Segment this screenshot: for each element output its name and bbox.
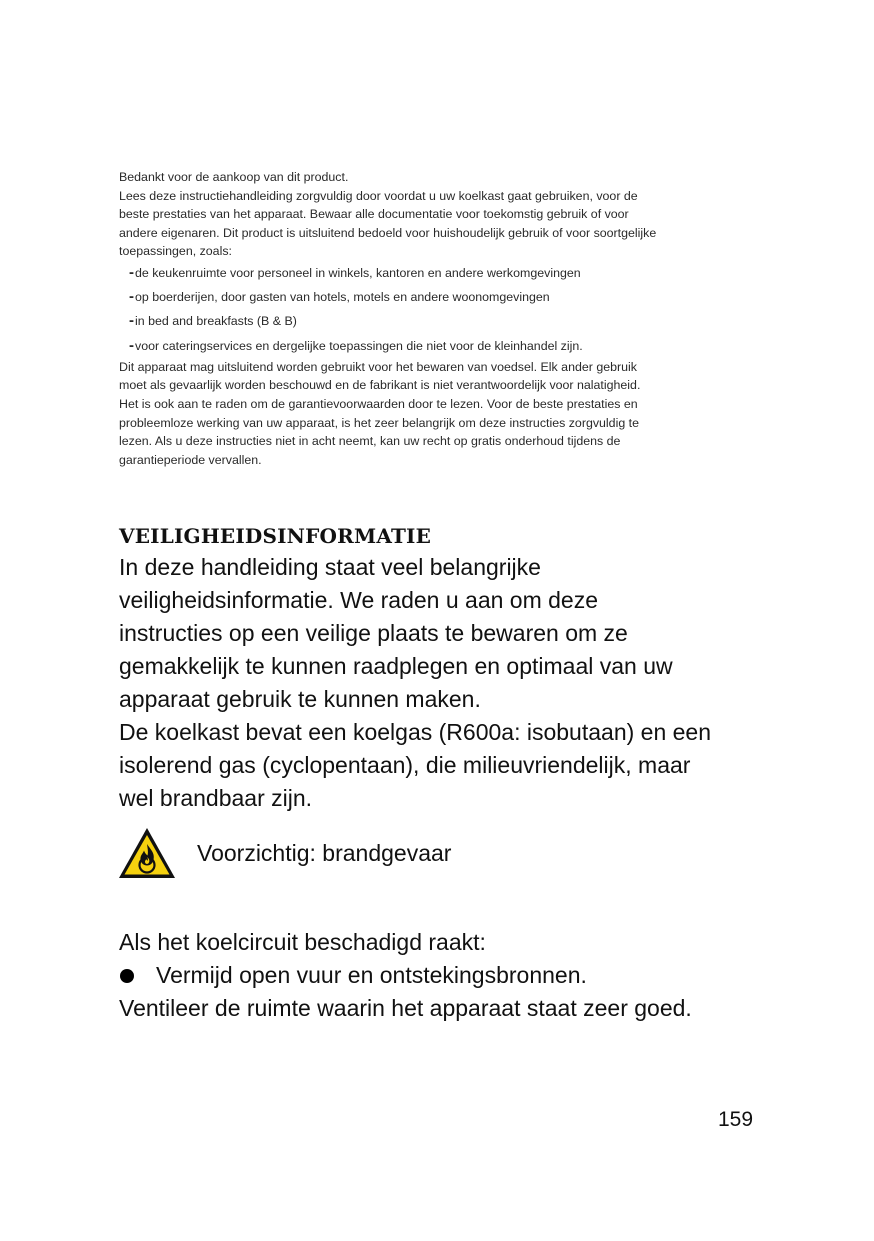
safety-line: De koelkast bevat een koelgas (R600a: isobutaan) en een [119,719,712,745]
intro-line: Lees deze instructiehandleiding zorgvuldig door voordat u uw koelkast gaat gebruiken, voor de [119,188,638,203]
bullet-icon [120,969,134,983]
closing-line: garantieperiode vervallen. [119,452,262,467]
safety-line: In deze handleiding staat veel belangrijke [119,554,541,580]
flammable-warning-icon [118,827,176,879]
warning-text: Voorzichtig: brandgevaar [197,839,452,866]
section-title: VEILIGHEIDSINFORMATIE [119,524,432,548]
safety-line: gemakkelijk te kunnen raadplegen en optimaal van uw [119,653,673,679]
list-item: -voor cateringservices en dergelijke toepassingen die niet voor de kleinhandel zijn. [129,336,583,354]
intro-section [119,168,749,469]
dash-marker: - [129,288,134,306]
closing-line: moet als gevaarlijk worden beschouwd en de fabrikant is niet verantwoordelijk voor nalatigheid. [119,378,641,393]
safety-line: veiligheidsinformatie. We raden u aan om deze [119,587,599,613]
safety-line: isolerend gas (cyclopentaan), die milieuvriendelijk, maar [119,752,691,778]
bullet-text: Vermijd open vuur en ontstekingsbronnen. [156,962,587,988]
circuit-heading: Als het koelcircuit beschadigd raakt: [119,929,486,955]
list-item [119,959,779,992]
safety-text [119,551,759,815]
circuit-after: Ventileer de ruimte waarin het apparaat staat zeer goed. [119,995,692,1021]
dash-marker: - [129,263,134,281]
closing-line: probleemloze werking van uw apparaat, is het zeer belangrijk om deze instructies zorgvuldig te [119,415,639,430]
list-item: -de keukenruimte voor personeel in winkels, kantoren en andere werkomgevingen [129,263,581,281]
closing-line: Dit apparaat mag uitsluitend worden gebruikt voor het bewaren van voedsel. Elk ander gebruik [119,359,637,374]
fire-warning [118,826,451,880]
intro-line: toepassingen, zoals: [119,244,232,259]
closing-line: Het is ook aan te raden om de garantievoorwaarden door te lezen. Voor de beste prestaties en [119,396,638,411]
page-number: 159 [718,1108,754,1131]
dash-marker: - [129,336,134,354]
intro-line: beste prestaties van het apparaat. Bewaar alle documentatie voor toekomstig gebruik of voor [119,207,629,222]
circuit-section [119,926,779,1025]
safety-line: apparaat gebruik te kunnen maken. [119,686,481,712]
list-item: -op boerderijen, door gasten van hotels, motels en andere woonomgevingen [129,288,550,306]
safety-line: instructies op een veilige plaats te bewaren om ze [119,620,628,646]
safety-line: wel brandbaar zijn. [119,785,313,811]
list-item: -in bed and breakfasts (B & B) [129,312,297,330]
dash-marker: - [129,312,134,330]
closing-line: lezen. Als u deze instructies niet in acht neemt, kan uw recht op gratis onderhoud tijdens de [119,434,621,449]
intro-line: Bedankt voor de aankoop van dit product. [119,170,349,184]
use-list [119,261,749,358]
intro-line: andere eigenaren. Dit product is uitsluitend bedoeld voor huishoudelijk gebruik of voor soortgelijke [119,225,657,240]
